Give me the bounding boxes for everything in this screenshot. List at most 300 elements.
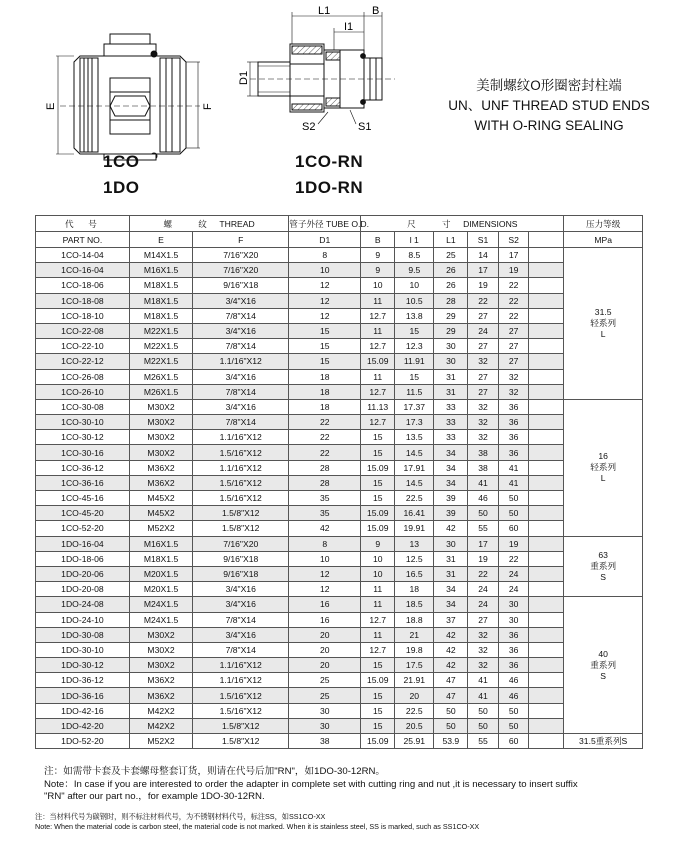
table-cell: 10 [395,278,434,293]
table-cell: 12 [289,278,361,293]
table-cell-blank [529,263,564,278]
table-cell: M52X2 [129,521,192,536]
table-cell: 12.7 [361,308,395,323]
table-cell: 24 [468,582,499,597]
table-cell: 17 [468,263,499,278]
table-cell: 53.9 [434,734,468,749]
table-cell: 26 [434,278,468,293]
stud-end-drawing [56,34,200,160]
table-cell: 15.09 [361,506,395,521]
table-cell: 26 [434,263,468,278]
header-pressure-unit: MPa [564,232,643,248]
table-row [36,612,643,627]
table-row [36,597,643,612]
table-cell: M24X1.5 [129,597,192,612]
table-cell: 1.1/16"X12 [193,354,289,369]
table-cell: 20 [289,627,361,642]
table-cell: 34 [434,475,468,490]
table-cell: 19 [468,278,499,293]
table-cell: 38 [468,460,499,475]
header-row-2 [36,232,643,248]
table-cell: 50 [434,718,468,733]
table-cell: 50 [498,718,529,733]
table-row [36,248,643,263]
table-cell: 30 [498,597,529,612]
table-cell: M30X2 [129,627,192,642]
table-cell: 33 [434,415,468,430]
table-cell: 17.5 [395,658,434,673]
table-cell: 11 [361,582,395,597]
table-cell: 1.5/16"X12 [193,445,289,460]
table-cell: 24 [498,582,529,597]
table-cell: 50 [468,718,499,733]
table-cell: 19 [498,536,529,551]
table-cell: 20 [289,658,361,673]
table-cell: 1CO-30-16 [36,445,130,460]
table-cell: 55 [468,521,499,536]
table-cell-blank [529,248,564,263]
table-row [36,627,643,642]
model-label-1co: 1CO [103,152,140,171]
table-cell: 11.13 [361,399,395,414]
header-b: B [361,232,395,248]
table-row [36,263,643,278]
table-cell: 15 [361,688,395,703]
table-cell: 24 [468,597,499,612]
table-cell-blank [529,658,564,673]
table-cell: 10 [361,278,395,293]
table-cell: 15.09 [361,521,395,536]
table-cell: M36X2 [129,475,192,490]
table-cell: 22.5 [395,703,434,718]
table-cell: 36 [498,415,529,430]
table-cell: 38 [289,734,361,749]
table-cell: 22 [498,551,529,566]
dim-label-b: B [372,5,380,17]
table-row [36,369,643,384]
model-label-1do: 1DO [103,178,140,197]
table-cell: 13.5 [395,430,434,445]
pressure-class-line: 16 [598,451,608,462]
table-cell: 1DO-42-20 [36,718,130,733]
table-cell: 1CO-14-04 [36,248,130,263]
table-cell: 50 [468,506,499,521]
table-cell: 34 [434,582,468,597]
table-cell: 8 [289,248,361,263]
title-block [420,76,678,136]
table-cell: 60 [498,521,529,536]
header-dimensions: 尺 寸 DIMENSIONS [361,216,564,232]
table-row [36,673,643,688]
table-cell-blank [529,718,564,733]
header-blank [529,232,564,248]
table-cell-blank [529,354,564,369]
table-cell: 1.5/16"X12 [193,688,289,703]
table-cell: 7/8"X14 [193,612,289,627]
table-cell: 18.8 [395,612,434,627]
table-cell: 1CO-30-10 [36,415,130,430]
table-cell: 27 [468,369,499,384]
table-cell: 31 [434,566,468,581]
table-cell: 27 [498,323,529,338]
table-cell: 34 [434,445,468,460]
table-row [36,566,643,581]
table-cell: 19.8 [395,642,434,657]
table-cell: 31 [434,384,468,399]
table-cell: 1.5/8"X12 [193,718,289,733]
table-cell: 41 [498,475,529,490]
table-cell: M36X2 [129,460,192,475]
table-cell: 36 [498,430,529,445]
table-cell: M36X2 [129,688,192,703]
pressure-class-line: L [600,328,606,339]
table-cell: 21 [395,627,434,642]
table-cell: M22X1.5 [129,323,192,338]
table-cell: 42 [434,658,468,673]
table-row [36,475,643,490]
table-cell: 7/8"X14 [193,415,289,430]
table-cell: 15 [361,718,395,733]
table-cell: 36 [498,399,529,414]
table-cell: 1.5/16"X12 [193,703,289,718]
table-cell: M30X2 [129,399,192,414]
table-cell: 15 [395,369,434,384]
table-cell: 36 [498,642,529,657]
table-cell: 30 [434,536,468,551]
table-row [36,521,643,536]
table-cell: 12.5 [395,551,434,566]
table-cell: 14.5 [395,475,434,490]
table-cell: 10 [289,263,361,278]
header-part-en: PART NO. [36,232,130,248]
table-row [36,703,643,718]
table-cell: 13 [395,536,434,551]
table-cell: 11 [361,293,395,308]
table-cell: 16 [289,612,361,627]
table-cell: 30 [434,354,468,369]
dim-label-i1: I1 [344,21,354,33]
pressure-class-cell [564,399,643,536]
table-cell: 1CO-26-08 [36,369,130,384]
table-cell: 27 [498,339,529,354]
table-cell-blank [529,551,564,566]
table-cell: 17.91 [395,460,434,475]
table-cell-blank [529,506,564,521]
title-en-line1: UN、UNF THREAD STUD ENDS [448,98,650,113]
table-cell: 11 [361,323,395,338]
pressure-class-line: 重系列 [590,659,617,670]
table-cell: M24X1.5 [129,612,192,627]
table-cell: 21.91 [395,673,434,688]
table-cell: 27 [468,612,499,627]
table-cell: 1.1/16"X12 [193,460,289,475]
table-cell: 8.5 [395,248,434,263]
table-cell: 15 [361,658,395,673]
spec-table [35,215,643,749]
table-cell: 16.5 [395,566,434,581]
table-cell-blank [529,430,564,445]
pressure-class-cell [564,734,643,749]
dim-label-d1: D1 [238,70,250,85]
table-cell: 15 [289,354,361,369]
table-cell: 12.7 [361,415,395,430]
table-row [36,339,643,354]
table-cell: M14X1.5 [129,248,192,263]
table-cell: M18X1.5 [129,308,192,323]
header-tube: 管子外径 TUBE O.D. [289,216,361,232]
table-cell: 12.7 [361,612,395,627]
table-cell: M42X2 [129,718,192,733]
table-cell-blank [529,491,564,506]
header-pressure-zh: 压力等级 [564,216,643,232]
table-cell: 7/8"X14 [193,339,289,354]
dim-label-e: E [45,102,57,110]
table-cell: M18X1.5 [129,551,192,566]
table-cell: 28 [434,293,468,308]
table-cell-blank [529,415,564,430]
header-s2: S2 [498,232,529,248]
table-cell: M18X1.5 [129,278,192,293]
table-cell: 1CO-18-08 [36,293,130,308]
table-cell: 46 [498,673,529,688]
table-cell: 15.09 [361,734,395,749]
table-cell: 1DO-16-04 [36,536,130,551]
table-row [36,354,643,369]
table-row [36,384,643,399]
table-cell: 42 [434,627,468,642]
table-row [36,308,643,323]
table-cell: 30 [434,339,468,354]
table-cell-blank [529,566,564,581]
table-cell: M30X2 [129,642,192,657]
table-cell-blank [529,536,564,551]
table-cell: 10 [289,551,361,566]
table-cell: 18.5 [395,597,434,612]
table-cell-blank [529,384,564,399]
table-cell: 22 [498,308,529,323]
table-cell: 3/4"X16 [193,399,289,414]
table-cell: 1CO-30-08 [36,399,130,414]
header-e: E [129,232,192,248]
table-cell: 32 [468,354,499,369]
table-cell: 15.09 [361,354,395,369]
title-en-line2: WITH O-RING SEALING [474,118,624,133]
table-cell: 12 [289,566,361,581]
pressure-class-line: 轻系列 [590,462,617,473]
table-cell: 15 [361,445,395,460]
pressure-class-line: 重系列 [590,560,617,571]
table-cell: 1.5/8"X12 [193,734,289,749]
table-cell: 33 [434,399,468,414]
table-cell: 47 [434,688,468,703]
table-cell: 14 [468,248,499,263]
table-cell: 16.41 [395,506,434,521]
spec-table-body [36,248,643,749]
table-cell: 32 [468,658,499,673]
material-notes [35,812,675,832]
table-cell: 1CO-36-12 [36,460,130,475]
table-cell: 1CO-22-10 [36,339,130,354]
table-cell: 7/16"X20 [193,248,289,263]
table-cell: 1DO-52-20 [36,734,130,749]
pressure-class-cell [564,597,643,734]
table-row [36,323,643,338]
table-cell: M22X1.5 [129,354,192,369]
table-cell: 19 [498,263,529,278]
notes-block [44,766,674,804]
table-cell: 33 [434,430,468,445]
table-cell: 25 [289,688,361,703]
table-cell-blank [529,323,564,338]
pressure-class-line: L [600,473,606,484]
table-cell: 28 [289,475,361,490]
header-i1: l 1 [395,232,434,248]
table-cell: 1CO-52-20 [36,521,130,536]
table-cell: 27 [468,308,499,323]
table-cell: 20.5 [395,718,434,733]
table-cell: 42 [289,521,361,536]
table-cell: 9/16"X18 [193,566,289,581]
table-cell: M22X1.5 [129,339,192,354]
table-cell: 15 [361,703,395,718]
table-cell: M45X2 [129,506,192,521]
table-cell: 1CO-45-20 [36,506,130,521]
table-cell: M26X1.5 [129,369,192,384]
table-cell: 29 [434,323,468,338]
table-cell: 12.7 [361,642,395,657]
table-cell: 22 [289,445,361,460]
table-cell: 42 [434,642,468,657]
table-cell: 3/4"X16 [193,582,289,597]
table-cell: 7/16"X20 [193,263,289,278]
table-cell: 10 [361,551,395,566]
table-cell: 1CO-30-12 [36,430,130,445]
header-thread: 螺 纹 THREAD [129,216,288,232]
table-cell: 50 [468,703,499,718]
table-cell: 18 [289,399,361,414]
table-cell: 38 [468,445,499,460]
table-cell: 11.5 [395,384,434,399]
pressure-class-line: S [600,670,607,681]
table-cell: 18 [289,369,361,384]
table-cell: 1DO-36-12 [36,673,130,688]
table-cell: 1DO-24-08 [36,597,130,612]
table-row [36,536,643,551]
table-cell: 19 [468,551,499,566]
table-cell: 25 [434,248,468,263]
pressure-class-line: 63 [598,549,608,560]
table-row [36,399,643,414]
table-cell: 55 [468,734,499,749]
note-en-line2: "RN" after our part no.，for example 1DO-30-12RN. [44,791,265,802]
table-cell-blank [529,278,564,293]
table-cell: 41 [498,460,529,475]
table-cell: M30X2 [129,415,192,430]
table-cell: 37 [434,612,468,627]
pressure-class-line: 40 [598,648,608,659]
table-cell: 60 [498,734,529,749]
material-note-en: Note: When the material code is carbon steel, the material code is not marked. When it is stainless steel, SS is marked, such as SS1CO-XX [35,822,480,831]
table-cell: M16X1.5 [129,536,192,551]
table-cell: 50 [498,703,529,718]
table-cell: 39 [434,491,468,506]
table-cell: 32 [468,399,499,414]
table-cell: 10 [361,566,395,581]
table-cell-blank [529,521,564,536]
table-row [36,293,643,308]
table-cell: 1CO-26-10 [36,384,130,399]
table-cell-blank [529,293,564,308]
table-cell: 31 [434,551,468,566]
table-cell: 1CO-22-08 [36,323,130,338]
table-cell-blank [529,460,564,475]
table-cell: 9.5 [395,263,434,278]
table-cell: 24 [498,566,529,581]
table-cell: 22 [468,566,499,581]
table-cell: 11.91 [395,354,434,369]
table-cell: 50 [498,506,529,521]
table-row [36,415,643,430]
table-cell-blank [529,582,564,597]
table-cell: 18 [289,384,361,399]
table-cell: M52X2 [129,734,192,749]
table-cell: M16X1.5 [129,263,192,278]
table-cell: 22.5 [395,491,434,506]
table-row [36,688,643,703]
table-cell-blank [529,339,564,354]
header-row-1 [36,216,643,232]
model-label-1co-rn: 1CO-RN [295,152,364,171]
table-cell: 3/4"X16 [193,597,289,612]
table-cell: 12 [289,308,361,323]
table-row [36,491,643,506]
table-cell: 32 [468,415,499,430]
table-cell: 1DO-30-12 [36,658,130,673]
table-cell: 36 [498,627,529,642]
table-cell: 32 [468,642,499,657]
table-cell: 27 [498,354,529,369]
table-cell-blank [529,688,564,703]
table-cell: 1DO-20-08 [36,582,130,597]
table-cell: 1CO-16-04 [36,263,130,278]
table-cell: 15 [361,491,395,506]
table-cell: 12.3 [395,339,434,354]
table-cell: 3/4"X16 [193,369,289,384]
table-cell: 8 [289,536,361,551]
dim-label-s1: S1 [358,121,372,133]
table-cell: 7/8"X14 [193,642,289,657]
table-cell: 1DO-20-06 [36,566,130,581]
table-cell: 11 [361,369,395,384]
table-cell: 32 [498,384,529,399]
table-cell: 34 [434,460,468,475]
table-cell: 41 [468,688,499,703]
table-row [36,582,643,597]
table-cell: 7/8"X14 [193,308,289,323]
table-cell: 1DO-18-06 [36,551,130,566]
table-cell: 9 [361,248,395,263]
table-cell: M42X2 [129,703,192,718]
table-cell: 41 [468,475,499,490]
table-cell: 22 [468,293,499,308]
table-cell: 1CO-22-12 [36,354,130,369]
header-d1: D1 [289,232,361,248]
table-row [36,506,643,521]
table-cell: 13.8 [395,308,434,323]
table-cell: 7/16"X20 [193,536,289,551]
table-cell: 46 [468,491,499,506]
header-s1: S1 [468,232,499,248]
